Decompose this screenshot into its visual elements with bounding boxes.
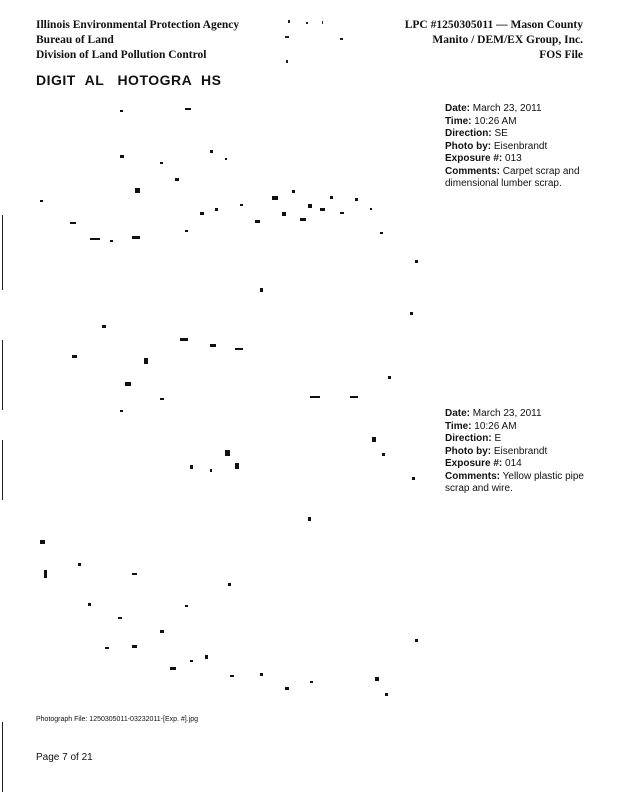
header-smudge-marks bbox=[282, 18, 352, 68]
bureau-name: Bureau of Land bbox=[36, 34, 114, 46]
photo-date: March 23, 2011 bbox=[472, 103, 542, 114]
photo-by-label: Photo by: bbox=[445, 445, 492, 457]
comments-label: Comments: bbox=[445, 470, 501, 482]
exposure-label: Exposure #: bbox=[445, 153, 503, 164]
photo-time: 10:26 AM bbox=[474, 115, 517, 127]
time-label: Time: bbox=[445, 420, 472, 432]
photo-direction: SE bbox=[494, 128, 508, 139]
site-header bbox=[405, 18, 583, 63]
file-type: FOS File bbox=[539, 49, 583, 61]
division-name: Division of Land Pollution Control bbox=[36, 49, 207, 61]
photo-2-caption bbox=[445, 408, 595, 496]
photograph-file-name: Photograph File: 1250305011-03232011-[Exp. #].jpg bbox=[36, 716, 199, 723]
exposure-label: Exposure #: bbox=[445, 458, 503, 469]
photo-1-caption bbox=[445, 103, 595, 191]
photo-time: 10:26 AM bbox=[474, 420, 517, 432]
photo-2-image bbox=[10, 405, 430, 705]
scan-edge-mark bbox=[2, 722, 3, 792]
date-label: Date: bbox=[445, 408, 471, 419]
exposure-number: 013 bbox=[505, 153, 522, 164]
agency-name: Illinois Environmental Protection Agency bbox=[36, 19, 240, 31]
exposure-number: 014 bbox=[505, 458, 522, 469]
lpc-number: LPC #1250305011 — Mason County bbox=[404, 19, 583, 31]
photo-1-image bbox=[10, 100, 430, 400]
scan-edge-mark bbox=[2, 215, 3, 290]
direction-label: Direction: bbox=[445, 128, 492, 139]
photo-date: March 23, 2011 bbox=[472, 408, 542, 419]
photo-comments: Carpet scrap and dimensional lumber scrap. bbox=[445, 165, 580, 189]
photo-by-label: Photo by: bbox=[445, 140, 492, 152]
page-number: Page 7 of 21 bbox=[36, 752, 93, 763]
scan-edge-mark bbox=[2, 440, 3, 500]
direction-label: Direction: bbox=[445, 433, 492, 444]
photo-direction: E bbox=[494, 433, 502, 444]
time-label: Time: bbox=[445, 115, 472, 127]
page-title: DIGIT AL HOTOGRA HS bbox=[36, 72, 222, 88]
comments-label: Comments: bbox=[445, 165, 501, 177]
photographer: Eisenbrandt bbox=[493, 445, 548, 457]
date-label: Date: bbox=[445, 103, 471, 114]
photo-comments: Yellow plastic pipe scrap and wire. bbox=[445, 470, 584, 494]
scan-edge-mark bbox=[2, 340, 3, 410]
photographer: Eisenbrandt bbox=[493, 140, 548, 152]
site-name: Manito / DEM/EX Group, Inc. bbox=[432, 34, 583, 46]
agency-header bbox=[36, 18, 239, 63]
